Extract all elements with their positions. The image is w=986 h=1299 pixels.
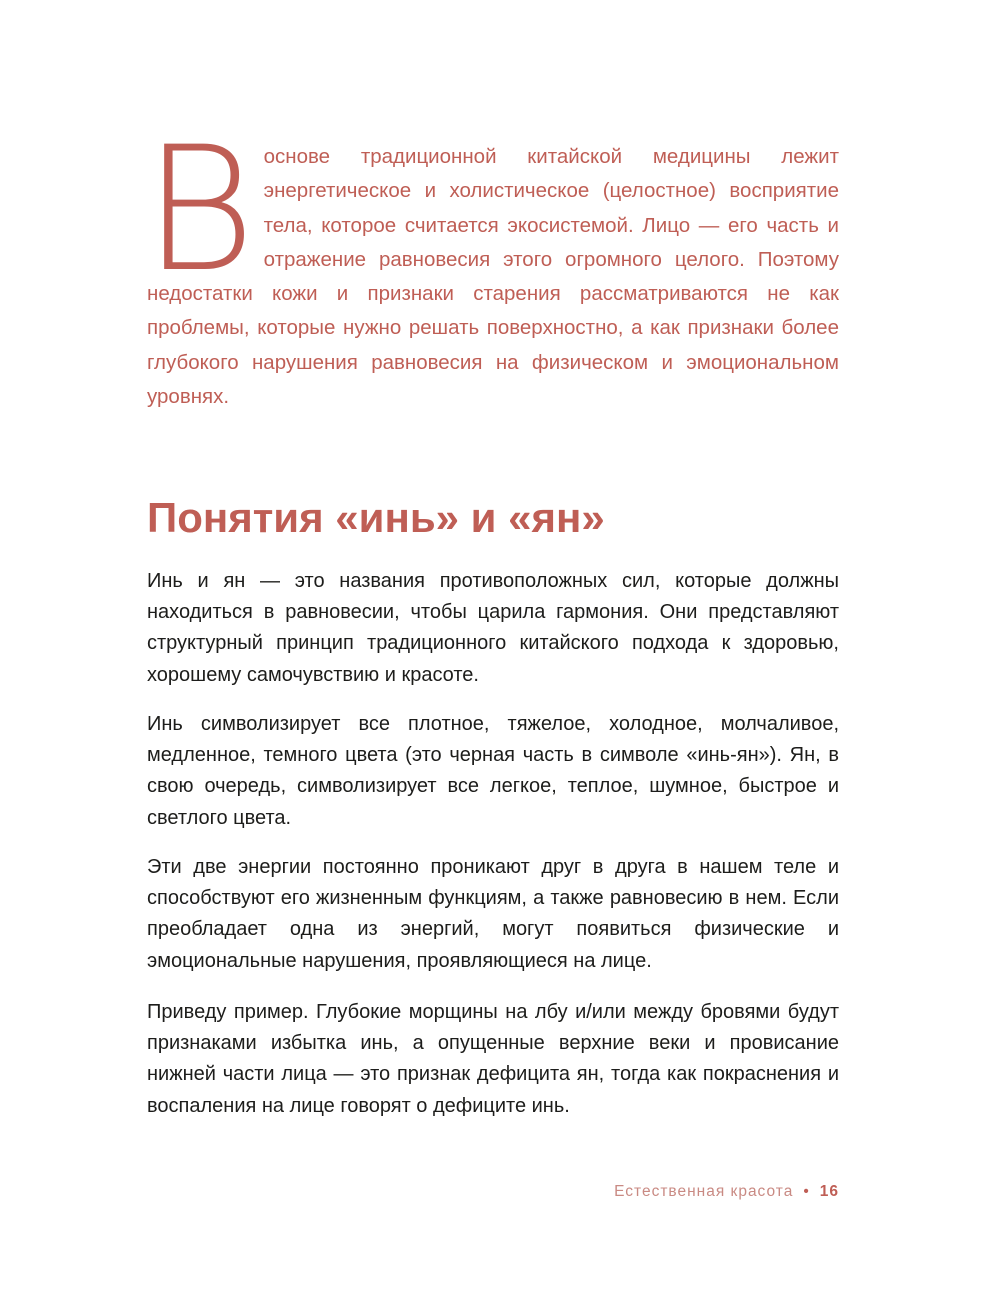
page-footer xyxy=(614,1180,839,1204)
body-paragraph-2: Инь символизирует все плотное, тяжелое, холодное, молчаливое, медленное, темного цвета (это черная часть в символе «инь-ян»). Ян, в свою очередь, символизирует все легкое, теплое, шумное, быстрое и светлого цвета. xyxy=(147,713,839,829)
intro-paragraph xyxy=(143,109,839,414)
drop-cap: В xyxy=(143,109,250,310)
body-paragraph-3: Эти две энергии постоянно проникают друг в друга в нашем теле и способствуют его жизненным функциям, а также равновесию в нем. Если преобладает одна из энергий, могут появиться физические и эмоциональные нарушения, проявляющиеся на лице. xyxy=(147,856,839,972)
running-title: Естественная красота xyxy=(614,1183,794,1200)
body-paragraph-1: Инь и ян — это названия противоположных сил, которые должны находиться в равновесии, чтобы царила гармония. Они представляют структурный принцип традиционного китайского подхода к здоровью, хорошему самочувствию и красоте. xyxy=(147,570,839,686)
section-heading: Понятия «инь» и «ян» xyxy=(147,494,605,541)
page-number: 16 xyxy=(819,1183,839,1200)
footer-bullet: • xyxy=(803,1183,810,1200)
intro-text: основе традиционной китайской медицины лежит энергетическое и холистическое (целостное) восприятие тела, которое считается экосистемой. Лицо — его часть и отражение равновесия этого огромного целого. Поэтому недостатки кожи и признаки старения рассматриваются не как проблемы, которые нужно решать поверхностно, а как признаки более глубокого нарушения равновесия на физическом и эмоциональном уровнях. xyxy=(147,145,839,409)
body-paragraph-4: Приведу пример. Глубокие морщины на лбу и/или между бровями будут признаками избытка инь, а опущенные верхние веки и провисание нижней части лица — это признак дефицита ян, тогда как покраснения и воспаления на лице говорят о дефиците инь. xyxy=(147,1001,839,1117)
